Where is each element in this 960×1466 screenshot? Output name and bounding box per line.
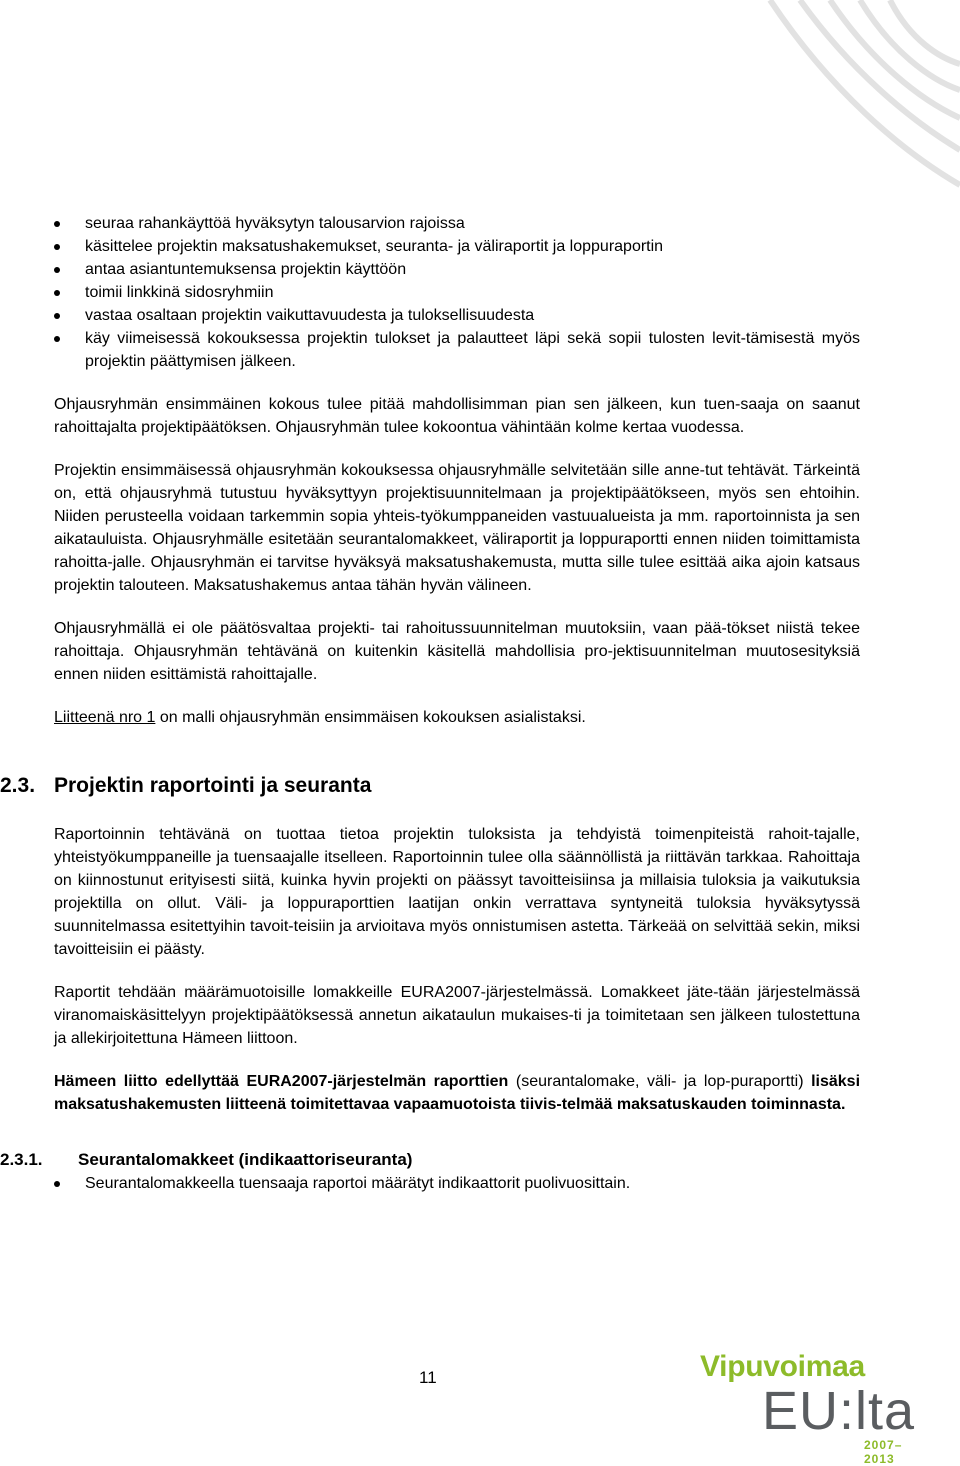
- list-item: toimii linkkinä sidosryhmiin: [54, 281, 860, 304]
- subsection-number: 2.3.1.: [0, 1150, 43, 1169]
- list-item: antaa asiantuntemuksensa projektin käyttöön: [54, 258, 860, 281]
- responsibility-list: [54, 212, 860, 373]
- paragraph: Ohjausryhmällä ei ole päätösvaltaa projekti- tai rahoitussuunnitelman muutoksiin, vaan pää-tökset niistä tekee rahoittaja. Ohjausryhmän tehtävänä on kuitenkin käsitellä mahdollisia pro-jektisuunnitelman muutosesityksiä ennen niiden esittämistä rahoittajalle.: [54, 620, 860, 683]
- document-body: [0, 212, 861, 1195]
- bold-text: Hämeen liitto edellyttää EURA2007-järjestelmän raporttien: [54, 1073, 509, 1090]
- attachment-link[interactable]: Liitteenä nro 1: [54, 709, 156, 726]
- paragraph: Raportoinnin tehtävänä on tuottaa tietoa projektin tuloksista ja tehdyistä toimenpiteistä rahoit-tajalle, yhteistyökumppaneille ja tuensaajalle itselleen. Raportoinnin tulee olla säännöllistä ja riittävän tarkkaa. Rahoittaja on kiinnostunut erityisesti siitä, kuinka hyvin projekti on päässyt tavoitteisiinsa ja millaisia tuloksia ja vaikutuksia projektilla on ollut. Väli- ja loppuraporttien laatijan onkin verrattava syntyneitä tuloksia hyväksytyssä suunnitelmassa esitettyihin tavoit-teisiin ja arvioitava myös onnistumisen astetta. Tärkeää on selvittää sekin, miksi tavoitteisiin ei päästy.: [54, 826, 860, 958]
- list-item: käy viimeisessä kokouksessa projektin tulokset ja palautteet läpi sekä sopii tulosten levit-tämisestä myös projektin päättymisen jälkeen.: [54, 327, 860, 373]
- list-item: seuraa rahankäyttöä hyväksytyn talousarvion rajoissa: [54, 212, 860, 235]
- subsection-title: Seurantalomakkeet (indikaattoriseuranta): [78, 1150, 413, 1169]
- section-title: Projektin raportointi ja seuranta: [54, 774, 372, 797]
- logo-years: 2007–2013: [864, 1438, 903, 1466]
- paragraph: Projektin ensimmäisessä ohjausryhmän kokouksessa ohjausryhmälle selvitetään sille anne-tut tehtävät. Tärkeintä on, että ohjausryhmä tutustuu hyväksyttyyn projektisuunnitelmaan ja projektipäätökseen, myös sen ehtoihin. Niiden perusteella voidaan tarkemmin sopia yhteis-työkumppaneiden vastuualueista ja mm. raportoinnista ja sen aikatauluista. Ohjausryhmälle esitetään seurantalomakkeet, väliraportit ja loppuraportti ennen niiden toimittamista rahoitta-jalle. Ohjausryhmän ei tarvitse hyväksyä maksatushakemusta, mutta sille tulee esittää aika ajoin katsaus projektin talouteen. Maksatushakemus antaa tähän hyvän välineen.: [54, 462, 860, 594]
- subsection-heading: [0, 1148, 860, 1172]
- paragraph: [54, 706, 860, 729]
- paragraph-text: on malli ohjausryhmän ensimmäisen kokouksen asialistaksi.: [155, 709, 586, 726]
- list-item: Seurantalomakkeella tuensaaja raportoi määrätyt indikaattorit puolivuosittain.: [54, 1172, 860, 1195]
- vipuvoimaa-logo: [700, 1350, 932, 1466]
- section-heading: [0, 773, 860, 799]
- list-item: vastaa osaltaan projektin vaikuttavuudesta ja tuloksellisuudesta: [54, 304, 860, 327]
- paragraph: Raportit tehdään määrämuotoisille lomakkeille EURA2007-järjestelmässä. Lomakkeet jäte-tään järjestelmässä viranomaiskäsittelyyn projektipäätöksessä annetun aikataulun mukaises-ti ja toimitetaan sen jälkeen tulostettuna ja allekirjoitettuna Hämeen liittoon.: [54, 984, 860, 1047]
- bold-text: lisäksi maksatushakemusten liitteenä toimitettavaa vapaamuotoista tiivis-telmää maksatuskauden toiminnasta.: [54, 1073, 861, 1113]
- paragraph-text: (seurantalomake, väli- ja lop-puraportti): [508, 1073, 812, 1090]
- paragraph: [54, 1070, 860, 1116]
- list-item: käsittelee projektin maksatushakemukset, seuranta- ja väliraportit ja loppuraportin: [54, 235, 860, 258]
- paragraph: Ohjausryhmän ensimmäinen kokous tulee pitää mahdollisimman pian sen jälkeen, kun tuen-saaja on saanut rahoittajalta projektipäätöksen. Ohjausryhmän tulee kokoontua vähintään kolme kertaa vuodessa.: [54, 396, 860, 436]
- monitoring-list: [54, 1172, 860, 1195]
- page-number: 11: [419, 1368, 437, 1387]
- logo-line-2: EU:lta: [762, 1381, 916, 1441]
- section-number: 2.3.: [0, 774, 36, 797]
- logo-line-1: Vipuvoimaa: [700, 1350, 865, 1383]
